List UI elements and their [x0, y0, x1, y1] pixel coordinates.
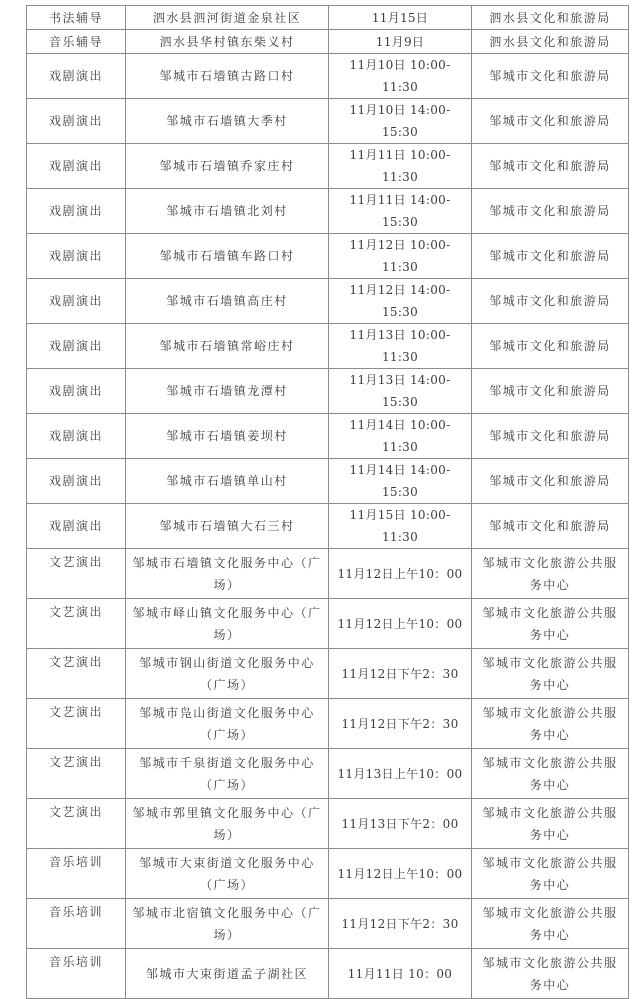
time-cell: 11月11日 10：00: [329, 949, 472, 999]
time-cell: 11月15日: [329, 6, 472, 30]
organizer-cell: 邹城市文化和旅游局: [472, 279, 629, 324]
time-cell: 11月11日 14:00-15:30: [329, 189, 472, 234]
table-row: [27, 899, 629, 949]
activity-type-cell: 文艺演出: [27, 799, 126, 849]
time-cell: 11月15日 10:00-11:30: [329, 504, 472, 549]
organizer-cell: 邹城市文化和旅游局: [472, 369, 629, 414]
time-cell: 11月14日 14:00-15:30: [329, 459, 472, 504]
table-row: [27, 849, 629, 899]
table-row: [27, 54, 629, 99]
organizer-cell: 邹城市文化和旅游局: [472, 54, 629, 99]
table-row: [27, 144, 629, 189]
location-cell: 邹城市石墙镇车路口村: [126, 234, 329, 279]
schedule-table-body: [27, 6, 629, 999]
organizer-cell: 泗水县文化和旅游局: [472, 30, 629, 54]
location-cell: 邹城市石墙镇大季村: [126, 99, 329, 144]
time-cell: 11月12日 10:00-11:30: [329, 234, 472, 279]
location-cell: 邹城市石墙镇北刘村: [126, 189, 329, 234]
time-cell: 11月13日 14:00-15:30: [329, 369, 472, 414]
table-row: [27, 324, 629, 369]
organizer-cell: 邹城市文化和旅游局: [472, 234, 629, 279]
activity-type-cell: 戏剧演出: [27, 189, 126, 234]
time-cell: 11月12日上午10：00: [329, 549, 472, 599]
location-cell: 邹城市峄山镇文化服务中心（广场）: [126, 599, 329, 649]
location-cell: 邹城市北宿镇文化服务中心（广场）: [126, 899, 329, 949]
time-cell: 11月11日 10:00-11:30: [329, 144, 472, 189]
time-cell: 11月12日下午2：30: [329, 699, 472, 749]
time-cell: 11月14日 10:00-11:30: [329, 414, 472, 459]
activity-type-cell: 戏剧演出: [27, 54, 126, 99]
activity-type-cell: 戏剧演出: [27, 99, 126, 144]
table-row: [27, 599, 629, 649]
location-cell: 邹城市凫山街道文化服务中心（广场）: [126, 699, 329, 749]
organizer-cell: 泗水县文化和旅游局: [472, 6, 629, 30]
location-cell: 邹城市石墙镇龙潭村: [126, 369, 329, 414]
location-cell: 邹城市石墙镇单山村: [126, 459, 329, 504]
table-row: [27, 99, 629, 144]
table-row: [27, 234, 629, 279]
time-cell: 11月12日下午2：30: [329, 649, 472, 699]
activity-type-cell: 音乐培训: [27, 849, 126, 899]
activity-type-cell: 戏剧演出: [27, 234, 126, 279]
activity-type-cell: 书法辅导: [27, 6, 126, 30]
activity-type-cell: 文艺演出: [27, 649, 126, 699]
activity-type-cell: 戏剧演出: [27, 144, 126, 189]
location-cell: 邹城市大束街道文化服务中心（广场）: [126, 849, 329, 899]
time-cell: 11月10日 14:00-15:30: [329, 99, 472, 144]
location-cell: 邹城市千泉街道文化服务中心（广场）: [126, 749, 329, 799]
location-cell: 邹城市石墙镇高庄村: [126, 279, 329, 324]
organizer-cell: 邹城市文化旅游公共服务中心: [472, 549, 629, 599]
time-cell: 11月12日下午2：30: [329, 899, 472, 949]
organizer-cell: 邹城市文化旅游公共服务中心: [472, 899, 629, 949]
organizer-cell: 邹城市文化和旅游局: [472, 144, 629, 189]
organizer-cell: 邹城市文化和旅游局: [472, 324, 629, 369]
table-row: [27, 504, 629, 549]
organizer-cell: 邹城市文化旅游公共服务中心: [472, 849, 629, 899]
organizer-cell: 邹城市文化和旅游局: [472, 99, 629, 144]
table-row: [27, 369, 629, 414]
time-cell: 11月9日: [329, 30, 472, 54]
activity-type-cell: 戏剧演出: [27, 459, 126, 504]
activity-type-cell: 文艺演出: [27, 699, 126, 749]
location-cell: 邹城市石墙镇古路口村: [126, 54, 329, 99]
table-row: [27, 699, 629, 749]
table-row: [27, 549, 629, 599]
time-cell: 11月13日上午10：00: [329, 749, 472, 799]
time-cell: 11月12日上午10：00: [329, 599, 472, 649]
table-row: [27, 6, 629, 30]
time-cell: 11月12日 14:00-15:30: [329, 279, 472, 324]
location-cell: 邹城市郭里镇文化服务中心（广场）: [126, 799, 329, 849]
table-row: [27, 649, 629, 699]
table-row: [27, 949, 629, 999]
table-row: [27, 30, 629, 54]
activity-type-cell: 音乐辅导: [27, 30, 126, 54]
organizer-cell: 邹城市文化旅游公共服务中心: [472, 799, 629, 849]
activity-type-cell: 文艺演出: [27, 549, 126, 599]
activity-type-cell: 戏剧演出: [27, 504, 126, 549]
location-cell: 邹城市石墙镇文化服务中心（广场）: [126, 549, 329, 599]
location-cell: 邹城市石墙镇大石三村: [126, 504, 329, 549]
time-cell: 11月10日 10:00-11:30: [329, 54, 472, 99]
table-row: [27, 749, 629, 799]
activity-type-cell: 戏剧演出: [27, 414, 126, 459]
organizer-cell: 邹城市文化旅游公共服务中心: [472, 949, 629, 999]
activity-type-cell: 戏剧演出: [27, 324, 126, 369]
organizer-cell: 邹城市文化和旅游局: [472, 459, 629, 504]
table-row: [27, 279, 629, 324]
activity-type-cell: 音乐培训: [27, 949, 126, 999]
organizer-cell: 邹城市文化和旅游局: [472, 189, 629, 234]
time-cell: 11月12日上午10：00: [329, 849, 472, 899]
organizer-cell: 邹城市文化旅游公共服务中心: [472, 749, 629, 799]
table-row: [27, 799, 629, 849]
organizer-cell: 邹城市文化旅游公共服务中心: [472, 699, 629, 749]
schedule-table: [26, 5, 629, 999]
time-cell: 11月13日下午2：00: [329, 799, 472, 849]
location-cell: 泗水县泗河街道金泉社区: [126, 6, 329, 30]
table-row: [27, 459, 629, 504]
table-row: [27, 189, 629, 234]
organizer-cell: 邹城市文化和旅游局: [472, 504, 629, 549]
activity-type-cell: 文艺演出: [27, 749, 126, 799]
activity-type-cell: 文艺演出: [27, 599, 126, 649]
organizer-cell: 邹城市文化旅游公共服务中心: [472, 649, 629, 699]
activity-type-cell: 戏剧演出: [27, 369, 126, 414]
activity-type-cell: 音乐培训: [27, 899, 126, 949]
organizer-cell: 邹城市文化旅游公共服务中心: [472, 599, 629, 649]
time-cell: 11月13日 10:00-11:30: [329, 324, 472, 369]
location-cell: 邹城市石墙镇姜坝村: [126, 414, 329, 459]
organizer-cell: 邹城市文化和旅游局: [472, 414, 629, 459]
table-row: [27, 414, 629, 459]
location-cell: 邹城市石墙镇乔家庄村: [126, 144, 329, 189]
location-cell: 邹城市大束街道孟子湖社区: [126, 949, 329, 999]
location-cell: 邹城市钢山街道文化服务中心（广场）: [126, 649, 329, 699]
location-cell: 泗水县华村镇东柴义村: [126, 30, 329, 54]
location-cell: 邹城市石墙镇常峪庄村: [126, 324, 329, 369]
activity-type-cell: 戏剧演出: [27, 279, 126, 324]
